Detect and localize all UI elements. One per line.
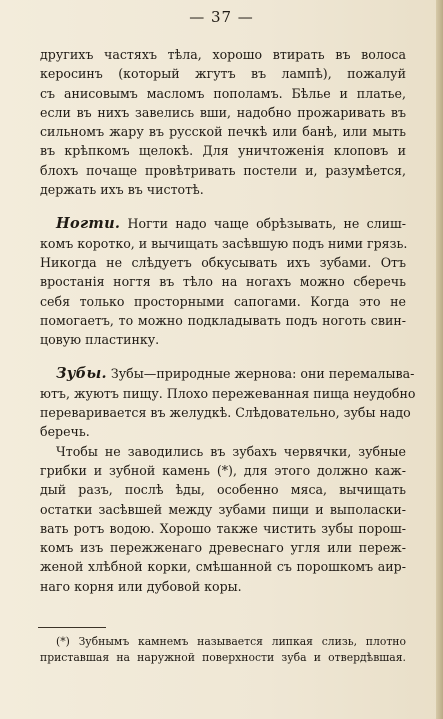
text-line: себя только просторными сапогами. Когда это не: [40, 293, 406, 309]
text-line: съ анисовымъ масломъ пополамъ. Бѣлье и платье,: [40, 85, 406, 101]
text-line: держать ихъ въ чистотѣ.: [40, 182, 204, 198]
page-number: — 37 —: [189, 8, 254, 26]
text-line: ютъ, жуютъ пищу. Плохо пережеванная пища неудобно: [40, 385, 416, 401]
text-line: переваривается въ желудкѣ. Слѣдовательно, зубы надо: [40, 405, 411, 421]
text-line: въ крѣпкомъ щелокѣ. Для уничтоженія клоповъ и: [40, 143, 406, 159]
nails-section: [40, 214, 406, 349]
intro-paragraph: [40, 45, 406, 199]
text-line: дый разъ, послѣ ѣды, особенно мяса, вычищать: [40, 482, 406, 498]
teeth-section: [40, 364, 416, 596]
text-line: Никогда не слѣдуетъ обкусывать ихъ зубами. Отъ: [40, 254, 406, 270]
text-line: вростанія ногтя въ тѣло на ногахъ можно сберечь: [40, 274, 406, 290]
text-line: [40, 364, 415, 383]
text-line: блохъ почаще провѣтривать постели и, разумѣется,: [40, 162, 406, 178]
section-heading-teeth: Зубы.: [56, 365, 107, 383]
body-text: [40, 45, 416, 596]
text-line: цовую пластинку.: [40, 332, 160, 348]
text-line: наго корня или дубовой коры.: [40, 578, 242, 594]
text-line: комъ коротко, и вычищать засѣвшую подъ ними грязь.: [40, 235, 408, 251]
text-line: беречь.: [40, 424, 90, 440]
text-line: помогаетъ, то можно подкладывать подъ ноготь свин-: [40, 312, 406, 328]
footnote-line: (*) Зубнымъ камнемъ называется липкая слизь, плотно: [56, 635, 406, 648]
text-line: другихъ частяхъ тѣла, хорошо втирать въ волоса: [40, 47, 406, 62]
text-line: комъ изъ пережженаго древеснаго угля или переж-: [40, 540, 406, 556]
text-fragment: Зубы—природные жернова: они перемалыва-: [110, 366, 415, 382]
page-edge: [436, 0, 443, 719]
text-fragment: Ногти надо чаще обрѣзывать, не слиш-: [127, 216, 406, 232]
text-line: сильномъ жару въ русской печкѣ или банѣ, или мыть: [40, 124, 406, 140]
footnote-line: приставшая на наружной поверхности зуба и отвердѣвшая.: [40, 651, 406, 664]
footnote-divider: [38, 627, 106, 628]
text-line: Чтобы не заводились въ зубахъ червячки, зубные: [56, 443, 406, 459]
text-line: остатки засѣвшей между зубами пищи и выполаски-: [40, 501, 406, 517]
text-line: если въ нихъ завелись вши, надобно прожаривать въ: [40, 104, 406, 120]
section-heading-nails: Ногти.: [56, 215, 121, 233]
text-line: [40, 214, 406, 233]
text-line: керосинъ (который жгутъ въ лампѣ), пожалуй: [40, 66, 406, 82]
footnote: [40, 634, 406, 666]
text-line: женой хлѣбной корки, смѣшанной съ порошкомъ аир-: [40, 559, 406, 575]
text-line: вать ротъ водою. Хорошо также чистить зубы порош-: [40, 520, 406, 536]
text-line: грибки и зубной камень (*), для этого должно каж-: [40, 462, 406, 478]
